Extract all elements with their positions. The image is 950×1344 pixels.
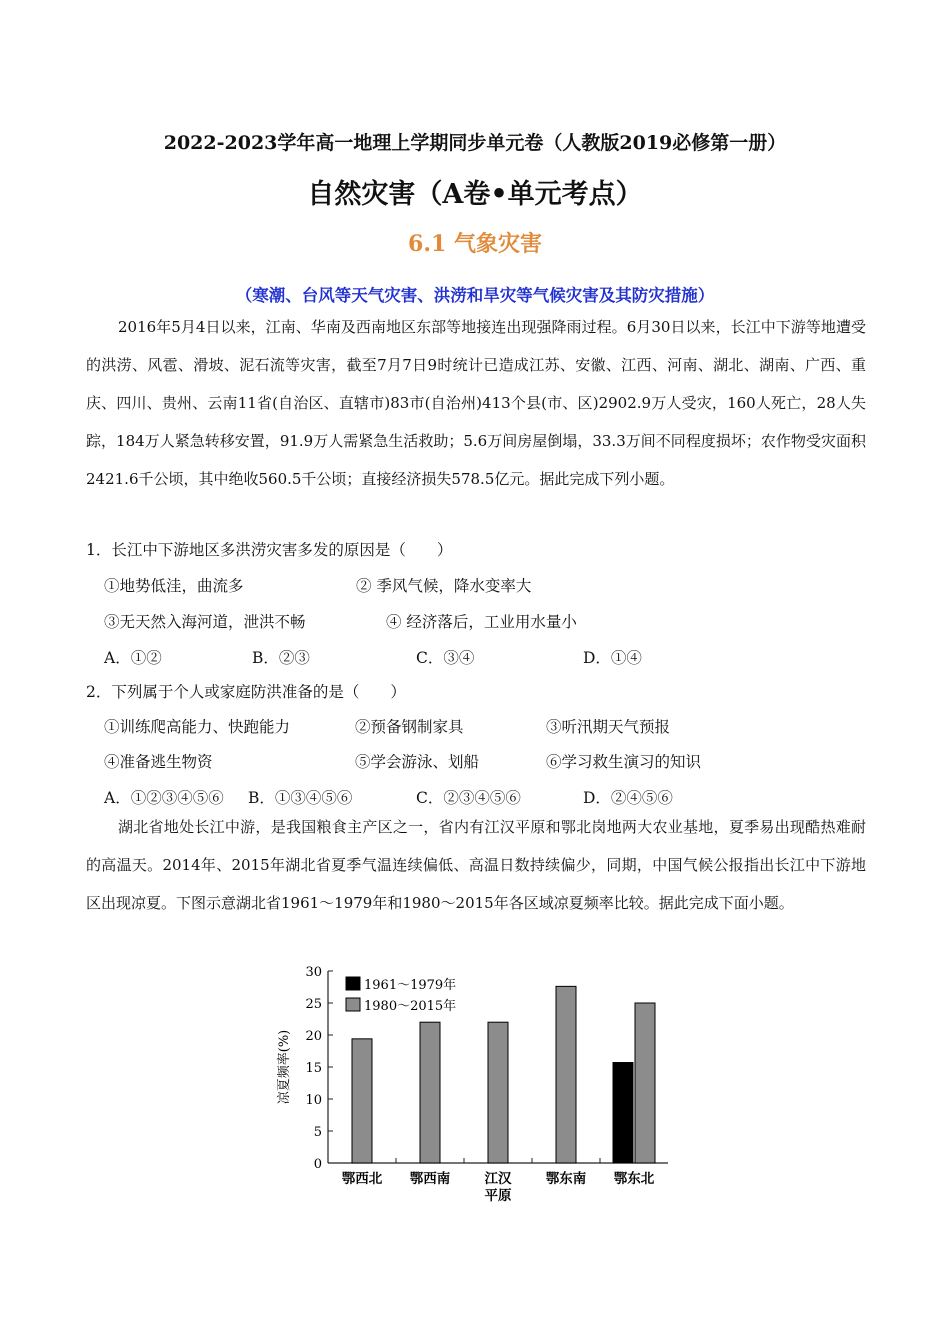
exam-header: 2022-2023学年高一地理上学期同步单元卷（人教版2019必修第一册）: [163, 132, 787, 154]
question-2-stem: 2．下列属于个人或家庭防洪准备的是（ ）: [86, 683, 406, 701]
q1-item-2: ② 季风气候，降水变率大: [356, 577, 532, 595]
q2-item-3: ③听汛期天气预报: [546, 718, 671, 736]
bar-1980-2015: [420, 1022, 440, 1163]
q2-choice-a[interactable]: A．①②③④⑤⑥: [104, 789, 224, 807]
y-tick-label: 10: [305, 1093, 322, 1108]
q1-choice-b[interactable]: B．②③: [252, 649, 310, 667]
bar-1980-2015: [556, 986, 576, 1163]
x-tick-label: 平原: [484, 1188, 512, 1204]
passage-hubei: 湖北省地处长江中游，是我国粮食主产区之一，省内有江汉平原和鄂北岗地两大农业基地，夏季易出现酷热难耐的高温天。2014年、2015年湖北省夏季气温连续偏低、高温日数持续偏少，同期，中国气候公报指出长江中下游地区出现凉夏。下图示意湖北省1961～1979年和1980～2015年各区域凉夏频率比较。据此完成下面小题。: [86, 818, 866, 912]
q1-choice-d[interactable]: D．①④: [583, 649, 642, 667]
y-tick-label: 15: [305, 1061, 322, 1076]
y-tick-label: 20: [305, 1029, 322, 1044]
x-tick-label: 江汉: [484, 1171, 512, 1187]
x-tick-label: 鄂东南: [545, 1171, 587, 1187]
passage-flood: 2016年5月4日以来，江南、华南及西南地区东部等地接连出现强降雨过程。6月30日以来，长江中下游等地遭受的洪涝、风雹、滑坡、泥石流等灾害，截至7月7日9时统计已造成江苏、安徽、江西、河南、湖北、湖南、广西、重庆、四川、贵州、云南11省(自治区、直辖市)83市(自治州)413个县(市、区)2902.9万人受灾，160人死亡，28人失踪，184万人紧急转移安置，91.9万人需紧急生活救助；5.6万间房屋倒塌，33.3万间不同程度损坏；农作物受灾面积2421.6千公顷，其中绝收560.5千公顷；直接经济损失578.5亿元。据此完成下列小题。: [86, 318, 866, 488]
y-axis-label: 凉夏频率(%): [277, 1029, 292, 1105]
q2-item-1: ①训练爬高能力、快跑能力: [104, 718, 291, 736]
cool-summer-bar-chart: [268, 955, 688, 1215]
q2-item-6: ⑥学习救生演习的知识: [546, 753, 702, 771]
q2-item-5: ⑤学会游泳、划船: [355, 753, 480, 771]
question-1-stem: 1．长江中下游地区多洪涝灾害多发的原因是（ ）: [86, 541, 453, 559]
x-tick-label: 鄂西南: [409, 1171, 451, 1187]
x-tick-label: 鄂东北: [613, 1171, 655, 1187]
q1-item-1: ①地势低洼，曲流多: [104, 577, 244, 595]
y-tick-label: 30: [305, 965, 322, 980]
section-title: 6.1 气象灾害: [408, 231, 542, 257]
q1-choice-a[interactable]: A．①②: [104, 649, 162, 667]
q1-choice-c[interactable]: C．③④: [416, 649, 475, 667]
legend-swatch: [346, 977, 360, 990]
q2-choice-d[interactable]: D．②④⑤⑥: [583, 789, 673, 807]
y-tick-label: 25: [305, 997, 322, 1012]
page-title: 自然灾害（A卷•单元考点）: [307, 179, 643, 210]
topic-subtitle: （寒潮、台风等天气灾害、洪涝和旱灾等气候灾害及其防灾措施）: [235, 286, 715, 305]
y-tick-label: 0: [313, 1157, 322, 1172]
bar-1980-2015: [488, 1022, 508, 1163]
legend-label: 1961～1979年: [364, 978, 457, 993]
q2-item-4: ④准备逃生物资: [104, 753, 213, 771]
q1-item-4: ④ 经济落后，工业用水量小: [386, 613, 577, 631]
bar-1980-2015: [635, 1003, 655, 1163]
x-tick-label: 鄂西北: [341, 1171, 383, 1187]
q2-choice-b[interactable]: B．①③④⑤⑥: [248, 789, 353, 807]
q1-item-3: ③无天然入海河道，泄洪不畅: [104, 613, 306, 631]
q2-item-2: ②预备钢制家具: [355, 718, 464, 736]
bar-1980-2015: [352, 1039, 372, 1163]
bar-1961-1979: [613, 1063, 633, 1163]
y-tick-label: 5: [313, 1125, 322, 1140]
legend-swatch: [346, 998, 360, 1011]
legend-label: 1980～2015年: [364, 999, 457, 1014]
q2-choice-c[interactable]: C．②③④⑤⑥: [416, 789, 521, 807]
